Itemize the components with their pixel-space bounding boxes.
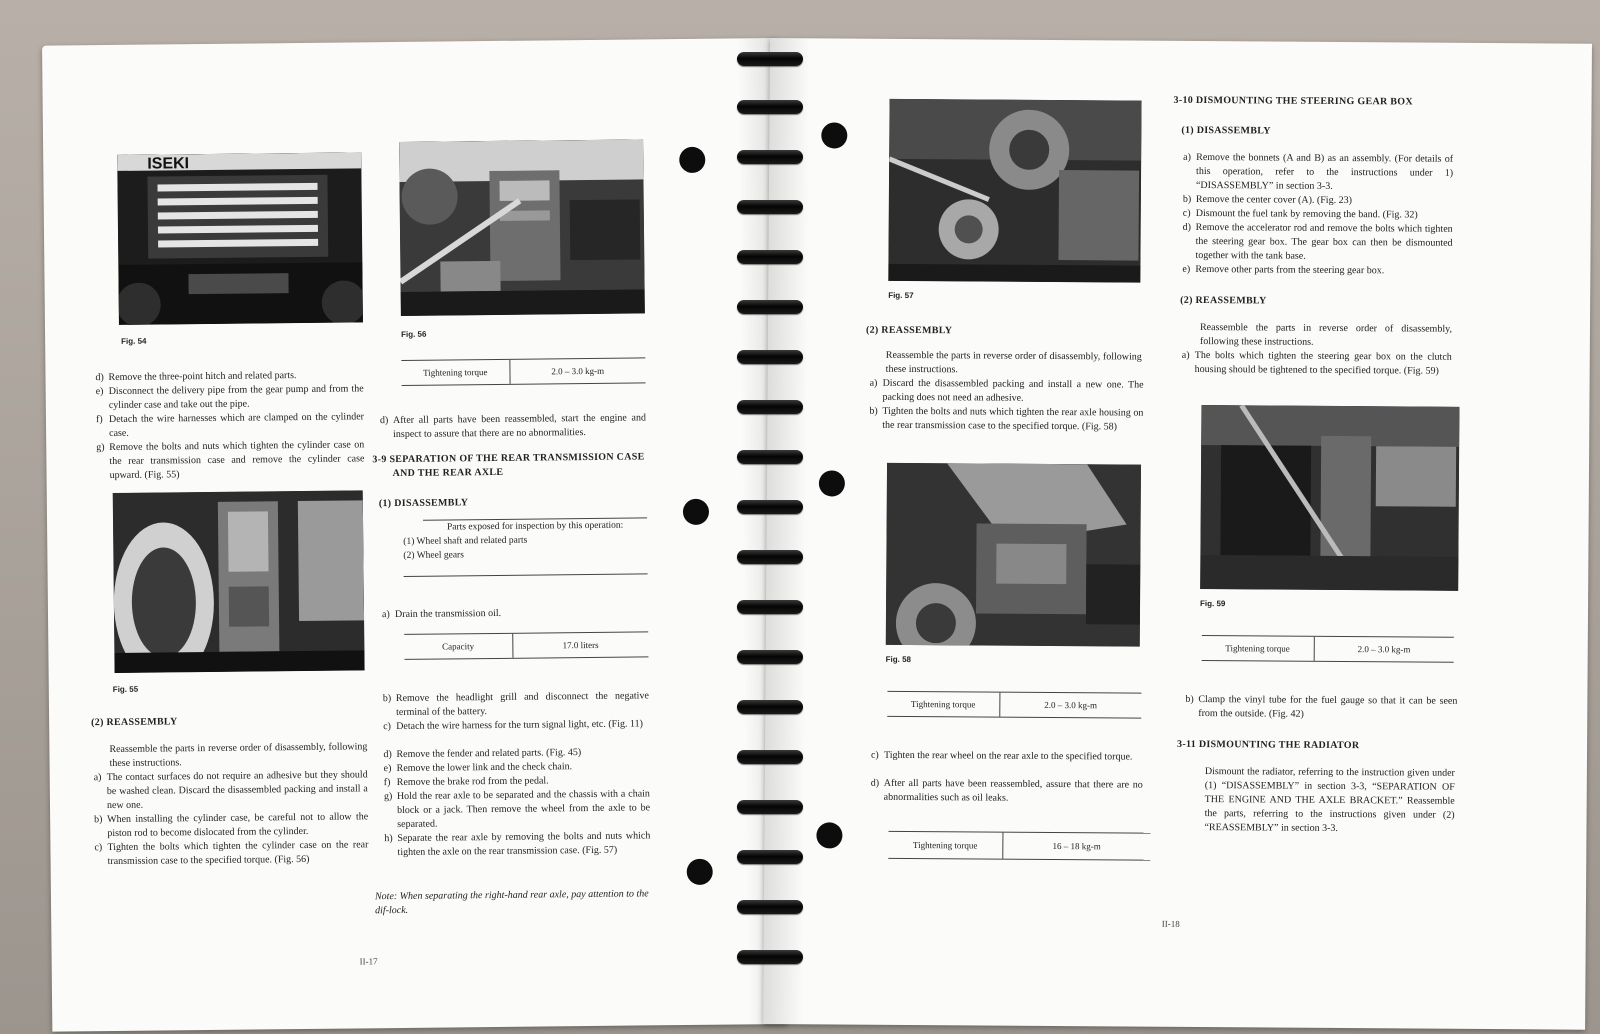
fig-59-caption: Fig. 59 — [1200, 599, 1226, 609]
fig-55-caption: Fig. 55 — [112, 684, 139, 694]
list-item: b) Tighten the bolts and nuts which tighten the rear axle housing on the rear transmission case to the specified torque. (Fig. 58) — [869, 405, 1144, 433]
section-3-9-title: 3-9 SEPARATION OF THE REAR TRANSMISSION CASE — [372, 451, 645, 466]
fig-58-caption: Fig. 58 — [885, 654, 912, 664]
binding-coil — [737, 52, 803, 66]
list-item: a) The contact surfaces do not require an adhesive but they should be washed clean. Discard the disassembled packing and install a new one. — [93, 769, 368, 812]
list-item: b) When installing the cylinder case, be careful not to allow the piston rod to become dislocated from the cylinder. — [94, 811, 369, 840]
binding-coil — [737, 500, 803, 514]
fig-56-photo — [399, 139, 645, 316]
binding-coil — [737, 450, 803, 464]
left-page — [42, 38, 787, 1032]
binding-coil — [737, 100, 803, 114]
list-item: f) Remove the brake rod from the pedal. — [383, 775, 549, 789]
torque-label: Tightening torque — [401, 360, 510, 385]
exposed-part-item: (1) Wheel shaft and related parts — [403, 535, 528, 547]
list-item: g) Hold the rear axle to be separated and the chassis with a chain block or a jack. Then remove the wheel from the axle to be separated. — [383, 788, 651, 831]
list-item: b) Remove the center cover (A). (Fig. 23) — [1182, 193, 1352, 207]
binding-coil — [737, 400, 803, 414]
section-3-9-title-line2: AND THE REAR AXLE — [392, 466, 504, 480]
list-item: e) Disconnect the delivery pipe from the gear pump and from the cylinder case and take out the pipe. — [95, 383, 364, 412]
fig-58-photo — [886, 463, 1141, 647]
reassembly-intro: Reassemble the parts in reverse order of disassembly, following these instructions. — [109, 741, 368, 770]
binding-coil — [737, 600, 803, 614]
binding-coil — [737, 850, 803, 864]
fig-56-torque-table — [401, 357, 645, 386]
fig-56-caption: Fig. 56 — [401, 329, 427, 339]
torque-value: 16 – 18 kg-m — [1052, 840, 1101, 852]
binding-hole — [679, 147, 705, 173]
binding-coil — [737, 900, 803, 914]
fig-58-torque-table — [887, 691, 1141, 719]
list-item: c) Tighten the rear wheel on the rear axle to the specified torque. — [870, 749, 1133, 763]
list-item: g) Remove the bolts and nuts which tighten the cylinder case on the rear transmission case and remove the cylinder case upward. (Fig. 55) — [96, 439, 365, 482]
list-item: a) Drain the transmission oil. — [381, 607, 502, 621]
torque-value: 2.0 – 3.0 kg-m — [1044, 699, 1098, 711]
list-item: a) Remove the bonnets (A and B) as an assembly. (For details of this operation, refer to the instructions under 1) “DISASSEMBLY” in section 3-3. — [1183, 151, 1454, 192]
exposed-parts-box — [403, 517, 648, 577]
binding-hole — [816, 822, 842, 848]
binding-coil — [737, 300, 803, 314]
list-item: h) Separate the rear axle by removing the bolts and nuts which tighten the axle on the rear transmission case. (Fig. 57) — [384, 830, 651, 859]
binding-coil — [737, 800, 803, 814]
binding-hole — [821, 122, 847, 148]
disassembly-heading: (1) DISASSEMBLY — [378, 497, 469, 510]
list-item: c) Detach the wire harness for the turn signal light, etc. (Fig. 11) — [383, 718, 644, 733]
binding-coil — [737, 950, 803, 964]
disassembly-heading: (1) DISASSEMBLY — [1181, 124, 1271, 137]
binding-coil — [737, 150, 803, 164]
fig-54-photo — [117, 152, 363, 325]
list-item: d) Remove the accelerator rod and remove the bolts which tighten the steering gear box. The gear box can then be dismounted together with the tank base. — [1182, 221, 1453, 262]
fig-57-photo — [888, 99, 1141, 283]
exposed-parts-title: Parts exposed for inspection by this operation: — [423, 517, 647, 534]
reassembly-heading: (2) REASSEMBLY — [865, 324, 953, 337]
capacity-table — [404, 631, 648, 660]
reassembly-intro-2: Reassemble the parts in reverse order of disassembly, following these instructions. — [1199, 322, 1453, 348]
list-item: d) After all parts have been reassembled, start the engine and inspect to assure that there are no abnormalities. — [379, 412, 647, 441]
reassembly-heading-2: (2) REASSEMBLY — [1180, 294, 1267, 307]
right-page — [763, 38, 1592, 1030]
page-number: II-17 — [359, 956, 378, 967]
fig-57-caption: Fig. 57 — [888, 290, 914, 301]
list-item: d) Remove the fender and related parts. (Fig. 45) — [383, 747, 582, 761]
torque-label: Tightening torque — [888, 832, 1003, 859]
binding-coil — [737, 200, 803, 214]
binding-hole — [819, 470, 845, 496]
torque-value: 2.0 – 3.0 kg-m — [1357, 644, 1411, 655]
list-item: c) Dismount the fuel tank by removing the band. (Fig. 32) — [1182, 207, 1418, 221]
binding-coil — [737, 700, 803, 714]
binding-hole — [687, 859, 713, 885]
binding-coil — [737, 550, 803, 564]
list-item: f) Detach the wire harnesses which are clamped on the cylinder case. — [95, 411, 365, 440]
section-3-10-title: 3-10 DISMOUNTING THE STEERING GEAR BOX — [1173, 94, 1413, 108]
torque-label: Tightening torque — [1202, 636, 1315, 661]
binding-hole — [683, 499, 709, 525]
fig-59-photo — [1200, 405, 1459, 591]
section-3-11-title: 3-11 DISMOUNTING THE RADIATOR — [1177, 738, 1360, 752]
exposed-part-item: (2) Wheel gears — [403, 550, 464, 561]
list-item: b) Clamp the vinyl tube for the fuel gauge so that it can be seen from the outside. (Fig. 42) — [1185, 693, 1458, 720]
binding-coil — [737, 250, 803, 264]
reassembly-intro: Reassemble the parts in reverse order of disassembly, following these instructions. — [885, 349, 1142, 376]
binding-coil — [737, 350, 803, 364]
fig-59-torque-table — [1202, 635, 1454, 663]
wheel-torque-table — [888, 831, 1150, 861]
list-item: d) After all parts have been reassembled, assure that there are no abnormalities such as oil leaks. — [870, 777, 1143, 804]
page-number: II-18 — [1161, 918, 1180, 929]
note-dif-lock: Note: When separating the right-hand rear axle, pay attention to the dif-lock. — [374, 888, 649, 917]
list-item: a) The bolts which tighten the steering gear box on the clutch housing should be tightened to the specified torque. (Fig. 59) — [1181, 349, 1452, 377]
svg-text:ISEKI: ISEKI — [147, 155, 190, 173]
list-item: d) Remove the three-point hitch and related parts. — [95, 370, 297, 384]
capacity-value: 17.0 liters — [562, 639, 599, 651]
radiator-text: Dismount the radiator, referring to the instruction given under (1) “DISASSEMBLY” in section 3-3, “SEPARATION OF THE ENGINE AND THE AXLE BRACKET.” Reassemble the parts, referring to the instructions given under (2) “REASSEMBLY” in section 3-3. — [1204, 766, 1455, 834]
binding-coil — [737, 650, 803, 664]
reassembly-heading: (2) REASSEMBLY — [91, 716, 178, 729]
list-item: c) Tighten the bolts which tighten the cylinder case on the rear transmission case to the specified torque. (Fig. 56) — [94, 839, 369, 868]
list-item: b) Remove the headlight grill and disconnect the negative terminal of the battery. — [382, 690, 649, 719]
list-item: a) Discard the disassembled packing and install a new one. The packing does not need an adhesive. — [869, 377, 1144, 404]
list-item: e) Remove the lower link and the check chain. — [383, 761, 573, 775]
torque-label: Tightening torque — [887, 692, 1000, 717]
list-item: e) Remove other parts from the steering gear box. — [1182, 263, 1385, 277]
capacity-label: Capacity — [404, 634, 513, 659]
fig-54-caption: Fig. 54 — [121, 336, 147, 346]
torque-value: 2.0 – 3.0 kg-m — [551, 365, 605, 377]
fig-55-photo — [113, 490, 365, 673]
binding-coil — [737, 750, 803, 764]
